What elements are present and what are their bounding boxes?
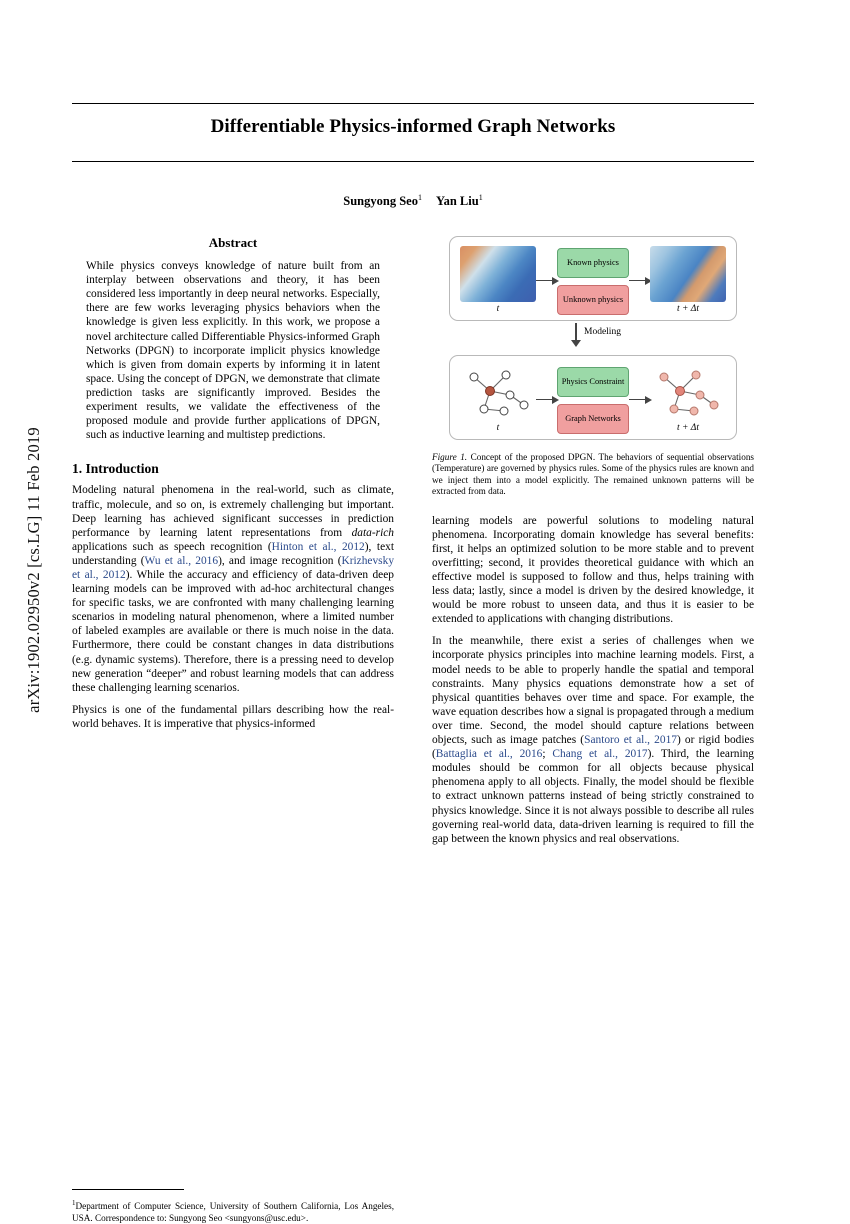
footnote-marker: 1 — [72, 1199, 76, 1207]
known-physics-box: Known physics — [557, 248, 629, 278]
footnote-text: Department of Computer Science, University of Southern California, Los Angeles, USA. Correspondence to: Sungyong Seo <sungyons@usc.edu>. — [72, 1201, 394, 1223]
figure-caption-number: Figure 1. — [432, 452, 468, 462]
arxiv-stamp: arXiv:1902.02950v2 [cs.LG] 11 Feb 2019 — [24, 427, 43, 713]
arrow-right-icon — [536, 276, 557, 286]
arrow-down-icon — [575, 323, 577, 341]
graph-networks-box: Graph Networks — [557, 404, 629, 434]
author-affil-marker-2: 1 — [478, 193, 483, 202]
temperature-map-t — [460, 246, 536, 302]
graph-t-icon — [460, 365, 536, 421]
abstract-text: While physics conveys knowledge of nature built from an interplay between observations and theory, it has been considered less importantly in deep neural networks. Especially, there are few works leveraging physics behaviors when the knowledge is given less explicitly. In this work, we propose a novel architecture called Differentiable Physics-informed Graph Networks (DPGN) to incorporate implicit physics knowledge which is given from domain experts by informing it in latent space. Using the concept of DPGN, we demonstrate that climate prediction tasks are significantly improved. Besides the experiment results, we validate the effectiveness of the proposed module and provide further applications of DPGN, such as inductive learning and multistep predictions. — [86, 260, 380, 442]
top-right-time-label: t + Δt — [676, 304, 699, 314]
bottom-right-time-label: t + Δt — [676, 423, 699, 433]
intro-p1-part-c: ), text understanding ( — [72, 540, 394, 567]
abstract-heading: Abstract — [208, 235, 258, 250]
physics-constraint-box: Physics Constraint — [557, 367, 629, 397]
arrow-right-icon-4 — [629, 395, 650, 405]
footnote-divider — [72, 1189, 184, 1190]
modeling-connector — [432, 321, 754, 355]
modeling-label: Modeling — [584, 327, 621, 337]
figure-top-panel — [449, 236, 737, 321]
citation-hinton[interactable]: Hinton et al., 2012 — [271, 540, 365, 553]
intro-paragraph-3: learning models are powerful solutions to modeling natural phenomena. Incorporating domain knowledge has several benefits: first, it helps an optimized solution to be more stable and to prevent overfitting; second, it provides theoretical guidance with which an effective model is supposed to follow and thus, helps training with less data; lastly, since a model is driven by the desired knowledge, it would be more robust to unseen data, and thus it is easier to be extended to applications with changing distributions. — [432, 514, 754, 626]
intro-p1-part-e: ). While the accuracy and efficiency of data-driven deep learning models can be improved with ad-hoc architectural changes for specific tasks, we are confronted with many challenging learning scenarios in modeling natural phenomenon, where a limited number of labeled examples are available or there is much noise in the data. Furthermore, there could be constant changes in data distributions (e.g. dynamic systems). Therefore, there is a pressing need to develop new generation “deeper” and robust learning models that can address these challenging learning scenarios. — [72, 568, 394, 694]
intro-p1-italic: data-rich — [351, 526, 394, 539]
arrow-right-icon-2 — [629, 276, 650, 286]
intro-p4-part-c: ; — [542, 748, 553, 761]
section-heading-introduction: 1. Introduction — [72, 461, 159, 477]
figure-caption — [432, 452, 754, 498]
citation-krizhevsky[interactable]: Krizhevsky et al., 2012 — [72, 554, 395, 581]
citation-santoro[interactable]: Santoro et al., 2017 — [584, 734, 677, 747]
intro-p4-part-a: In the meanwhile, there exist a series of challenges when we incorporate physics principles into machine learning models. First, a model needs to be able to properly handle the spatial and temporal constraints. Many physics equations demonstrate how a set of physical quantities behaves over time and space. For example, the wave equation describes how a signal is propagated through a medium over time. Second, the model should capture relations between objects, such as image patches ( — [432, 635, 755, 747]
intro-paragraph-4 — [432, 634, 754, 845]
intro-paragraph-2: Physics is one of the fundamental pillars describing how the real-world behaves. It is imperative that physics-informed — [72, 703, 394, 730]
paper-content — [72, 0, 755, 1223]
figure-caption-text: Concept of the proposed DPGN. The behaviors of sequential observations (Temperature) are governed by physics rules. Some of the physics rules are known and we inject them into a model explicitly. The remained unknown patterns will be extracted from data. — [432, 452, 754, 497]
author-affil-marker-1: 1 — [417, 193, 422, 202]
intro-p4-part-b: ) or rigid bodies ( — [432, 734, 755, 761]
arrow-right-icon-3 — [536, 395, 557, 405]
intro-paragraph-1 — [72, 483, 394, 694]
title-rule-top — [72, 103, 754, 104]
intro-p1-part-a: Modeling natural phenomena in the real-world, such as climate, traffic, molecule, and so on, is extremely challenging but important. Deep learning has achieved significant successes in prediction performance by learning latent representations from — [72, 484, 394, 539]
citation-wu[interactable]: Wu et al., 2016 — [144, 554, 219, 567]
footnote — [72, 1198, 394, 1224]
top-left-time-label: t — [496, 304, 500, 314]
figure-bottom-panel — [449, 355, 737, 440]
intro-p1-part-b: applications such as speech recognition ( — [72, 540, 272, 553]
citation-chang[interactable]: Chang et al., 2017 — [552, 748, 648, 761]
left-column — [72, 235, 395, 1223]
abstract-body — [72, 259, 394, 442]
figure-1 — [432, 236, 754, 854]
author-name-1: Sungyong Seo — [343, 194, 418, 209]
author-list — [72, 193, 754, 209]
bottom-left-time-label: t — [496, 423, 500, 433]
unknown-physics-box: Unknown physics — [557, 285, 629, 315]
author-name-2: Yan Liu — [435, 194, 479, 209]
intro-p1-part-d: ), and image recognition ( — [218, 554, 342, 567]
intro-p4-part-d: ). Third, the learning modules should be common for all objects because physical phenomena apply to all objects. Finally, the model should be flexible to extract unknown patterns instead of being strictly constrained to physics knowledge. Since it is not always possible to describe all rules governing real-world data, data-driven learning is required to fill the gap between the known physics and real observations. — [432, 748, 754, 845]
page-title: Differentiable Physics-informed Graph Networks — [210, 116, 616, 137]
citation-battaglia[interactable]: Battaglia et al., 2016 — [435, 748, 543, 761]
temperature-map-t-plus-dt — [650, 246, 726, 302]
graph-t-plus-dt-icon — [650, 365, 726, 421]
title-rule-bottom — [72, 161, 754, 162]
